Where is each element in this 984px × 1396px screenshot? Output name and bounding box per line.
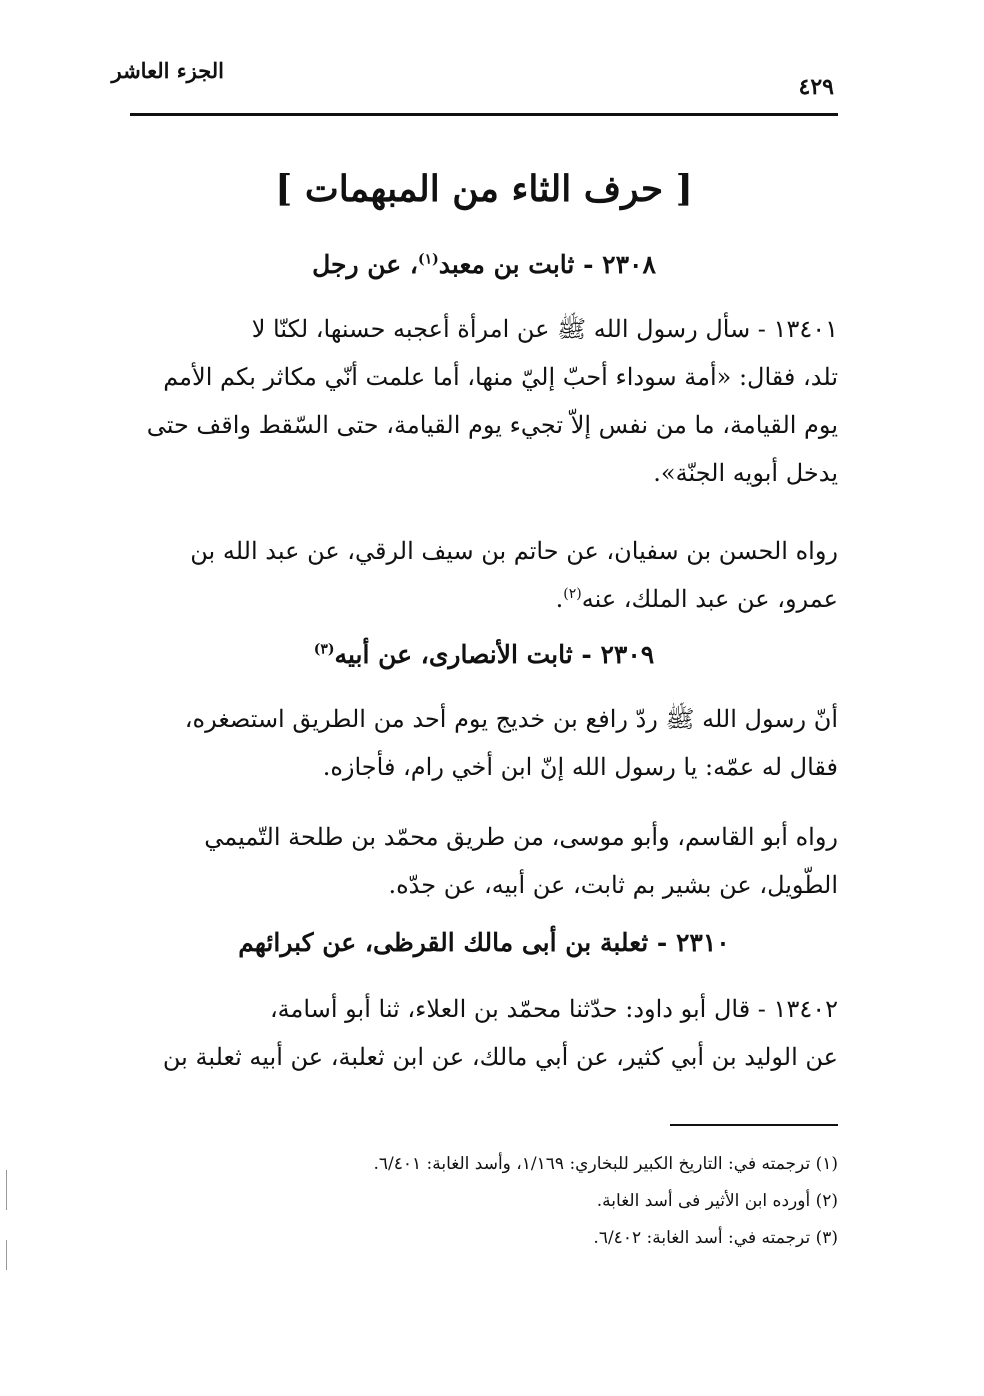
entry-heading-tail: ، عن رجل xyxy=(312,250,418,279)
text-line: يدخل أبويه الجنّة». xyxy=(653,459,838,487)
text-line: ١٣٤٠١ - سأل رسول الله ﷺ عن امرأة أعجبه حسنها، لكنّا لا xyxy=(251,315,838,343)
narration-chain-2 xyxy=(130,813,838,909)
text-line: أنّ رسول الله ﷺ ردّ رافع بن خديج يوم أحد من الطريق استصغره، xyxy=(184,705,838,733)
hadith-13402 xyxy=(130,985,838,1081)
text-line: رواه الحسن بن سفيان، عن حاتم بن سيف الرقي، عن عبد الله بن xyxy=(190,537,838,565)
entry-heading-2310 xyxy=(130,928,838,957)
text-line: ١٣٤٠٢ - قال أبو داود: حدّثنا محمّد بن العلاء، ثنا أبو أسامة، xyxy=(269,995,838,1023)
narration-chain-1 xyxy=(130,527,838,623)
text-line: فقال له عمّه: يا رسول الله إنّ ابن أخي رام، فأجازه. xyxy=(322,753,838,781)
page-number: ٤٢٩ xyxy=(798,74,834,100)
hadith-unnumbered xyxy=(130,695,838,791)
entry-heading-2309 xyxy=(130,640,838,669)
entry-heading-2308 xyxy=(130,250,838,279)
scan-margin-mark xyxy=(6,1240,7,1270)
header-rule xyxy=(130,113,838,116)
text-line-end: . xyxy=(555,585,564,613)
hadith-13401 xyxy=(130,305,838,497)
text-line: الطّويل، عن بشير بم ثابت، عن أبيه، عن جدّه. xyxy=(388,871,838,899)
text-line xyxy=(130,575,838,623)
footnote-ref: (٢) xyxy=(563,586,582,602)
text-line: يوم القيامة، ما من نفس إلاّ تجيء يوم القيامة، حتى السّقط واقف حتى xyxy=(146,411,838,439)
entry-heading-text: ٢٣١٠ - ثعلبة بن أبى مالك القرظى، عن كبرائهم xyxy=(238,928,730,957)
text-line: عن الوليد بن أبي كثير، عن أبي مالك، عن ابن ثعلبة، عن أبيه ثعلبة بن xyxy=(162,1043,838,1071)
entry-heading-text: ٢٣٠٨ - ثابت بن معبد xyxy=(438,250,656,279)
footnote-ref: (٣) xyxy=(313,641,335,658)
section-heading: [ حرف الثاء من المبهمات ] xyxy=(275,168,693,210)
text-line: رواه أبو القاسم، وأبو موسى، من طريق محمّد بن طلحة التّميمي xyxy=(204,823,838,851)
text-line: تلد، فقال: «أمة سوداء أحبّ إليّ منها، أما علمت أنّي مكاثر بكم الأمم xyxy=(163,363,838,391)
scan-margin-mark xyxy=(6,1170,7,1210)
footnote-ref: (١) xyxy=(418,251,439,268)
footnote-1: (١) ترجمته في: التاريخ الكبير للبخاري: ١/١٦٩، وأسد الغابة: ٦/٤٠١. xyxy=(373,1154,838,1174)
text-line-content: عمرو، عن عبد الملك، عنه xyxy=(581,585,838,613)
footnotes xyxy=(130,1146,838,1257)
footnote-2: (٢) أورده ابن الأثير فى أسد الغابة. xyxy=(596,1191,838,1211)
footnote-rule xyxy=(670,1124,838,1126)
running-head-title: الجزء العاشر xyxy=(111,58,224,83)
footnote-3: (٣) ترجمته في: أسد الغابة: ٦/٤٠٢. xyxy=(593,1228,838,1248)
entry-heading-text: ٢٣٠٩ - ثابت الأنصارى، عن أبيه xyxy=(334,640,655,669)
